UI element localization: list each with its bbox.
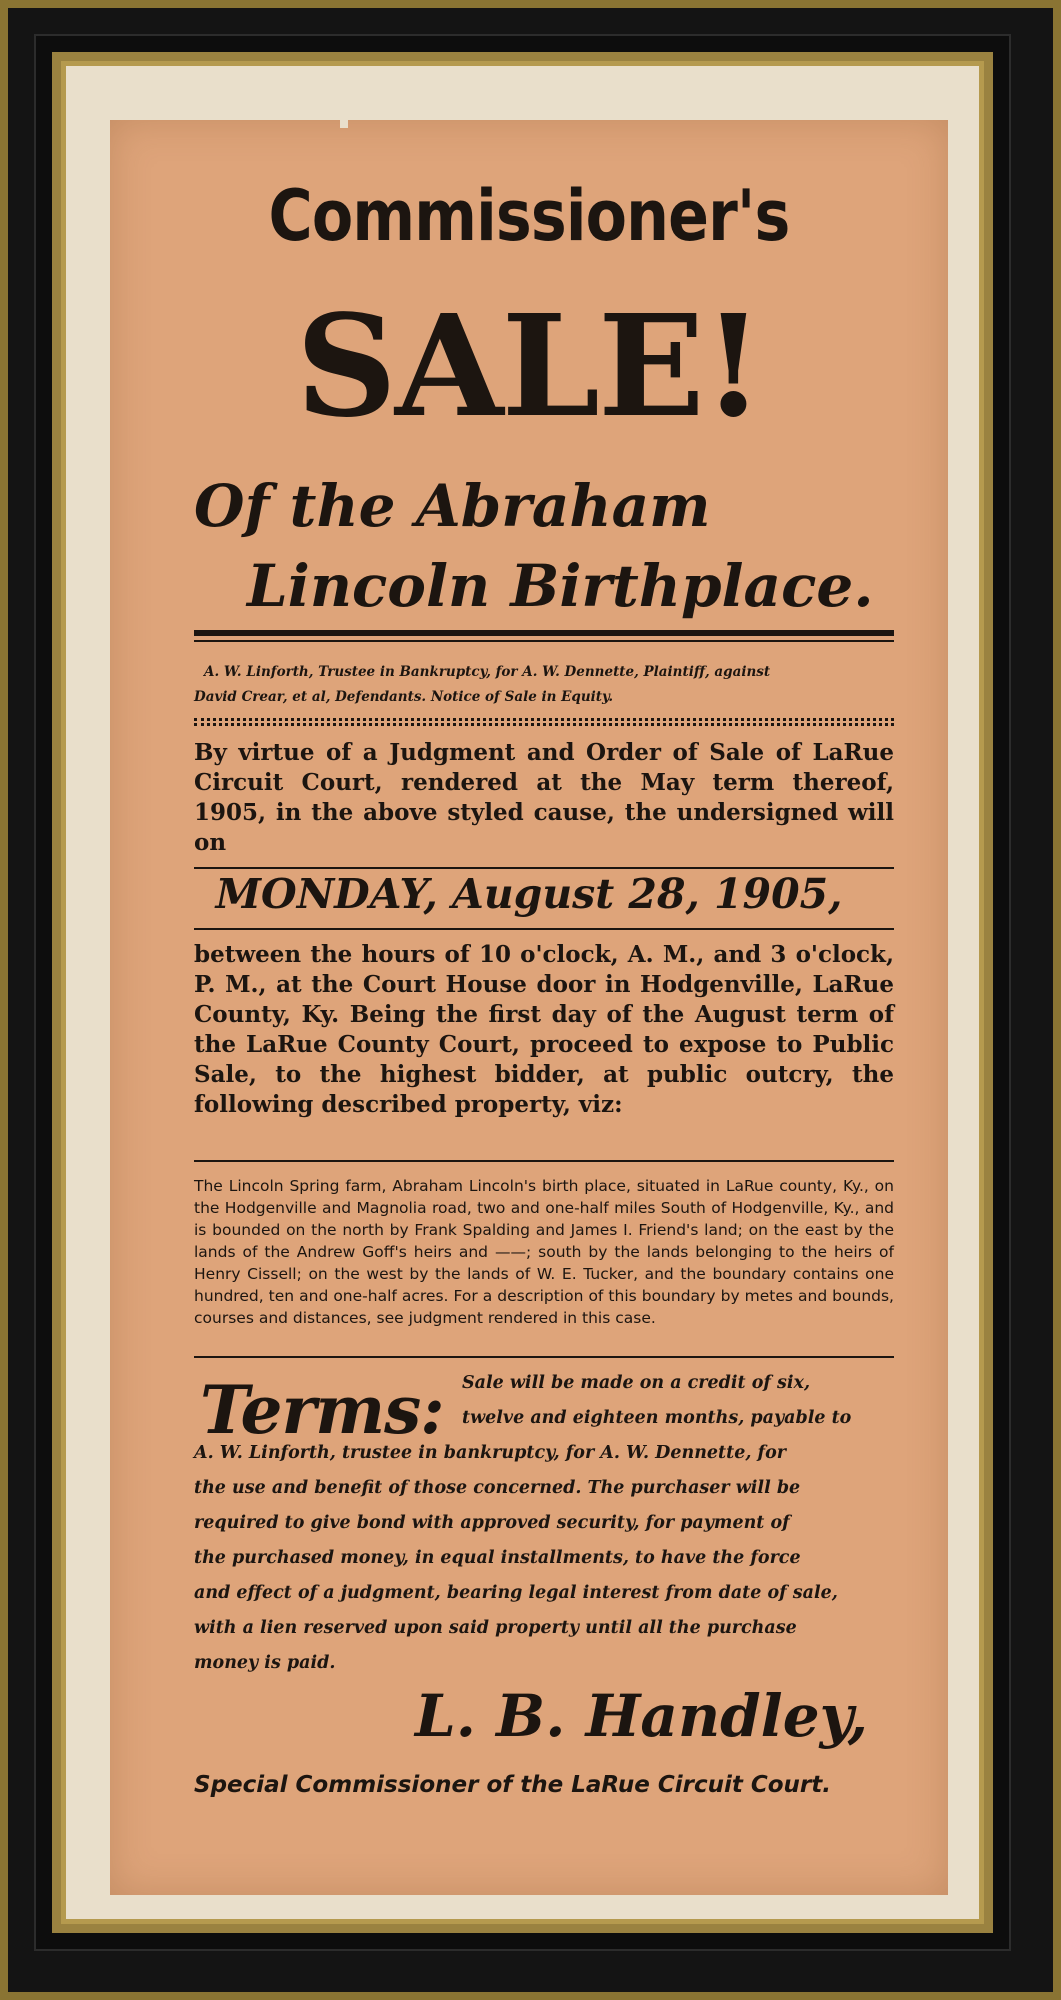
paper-tear — [340, 118, 348, 128]
terms-line: with a lien reserved upon said property until all the purchase — [194, 1618, 797, 1638]
terms-line: A. W. Linforth, trustee in bankruptcy, for A. W. Dennette, for — [194, 1443, 786, 1463]
terms-line: and effect of a judgment, bearing legal interest from date of sale, — [194, 1583, 838, 1603]
title-sale: SALE! — [295, 285, 763, 449]
double-rule-bottom — [194, 640, 894, 642]
case-caption — [194, 660, 874, 710]
terms-line: money is paid. — [194, 1653, 336, 1673]
date-rule-top — [194, 867, 894, 869]
terms-line: the use and benefit of those concerned. The purchaser will be — [194, 1478, 801, 1498]
poster — [110, 120, 948, 1895]
case-caption-line-2: David Crear, et al, Defendants. Notice of Sale in Equity. — [194, 689, 614, 705]
dotted-rule — [194, 718, 894, 726]
description-rule-top — [194, 1160, 894, 1162]
terms-heading: Terms: — [200, 1371, 444, 1449]
title-commissioners: Commissioner's — [268, 175, 790, 257]
double-rule-top — [194, 630, 894, 636]
signature-title: Special Commissioner of the LaRue Circuit Court. — [194, 1772, 831, 1798]
terms-line: the purchased money, in equal installments, to have the force — [194, 1548, 801, 1568]
subtitle-line-1: Of the Abraham — [194, 472, 711, 540]
terms-line: Sale will be made on a credit of six, — [462, 1373, 811, 1393]
date-rule-bottom — [194, 928, 894, 930]
terms-line: twelve and eighteen months, payable to — [462, 1408, 852, 1428]
intro-paragraph: By virtue of a Judgment and Order of Sale of LaRue Circuit Court, rendered at the May term thereof, 1905, in the above styled cause, the undersigned will on — [194, 739, 894, 856]
property-description: The Lincoln Spring farm, Abraham Lincoln's birth place, situated in LaRue county, Ky., on the Hodgenville and Magnolia road, two and one-half miles South of Hodgenville, Ky., and is bounded on the north by Frank Spalding and James I. Friend's land; on the east by the lands of the Andrew Goff's heirs and ——; south by the lands belonging to the heirs of Henry Cissell; on the west by the lands of W. E. Tucker, and the boundary contains one hundred, ten and one-half acres. For a description of this boundary by metes and bounds, courses and distances, see judgment rendered in this case. — [194, 1177, 894, 1327]
sale-date: MONDAY, August 28, 1905, — [215, 870, 843, 918]
description-rule-bottom — [194, 1356, 894, 1358]
sale-details-paragraph: between the hours of 10 o'clock, A. M., and 3 o'clock, P. M., at the Court House door in Hodgenville, LaRue County, Ky. Being the first day of the August term of the LaRue County Court, proceed to expose to Public Sale, to the highest bidder, at public outcry, the following described property, viz: — [194, 941, 894, 1118]
terms-line: required to give bond with approved security, for payment of — [194, 1513, 790, 1533]
signature-name: L. B. Handley, — [415, 1682, 868, 1750]
case-caption-line-1: A. W. Linforth, Trustee in Bankruptcy, for A. W. Dennette, Plaintiff, against — [204, 664, 771, 680]
subtitle-line-2: Lincoln Birthplace. — [247, 552, 874, 620]
